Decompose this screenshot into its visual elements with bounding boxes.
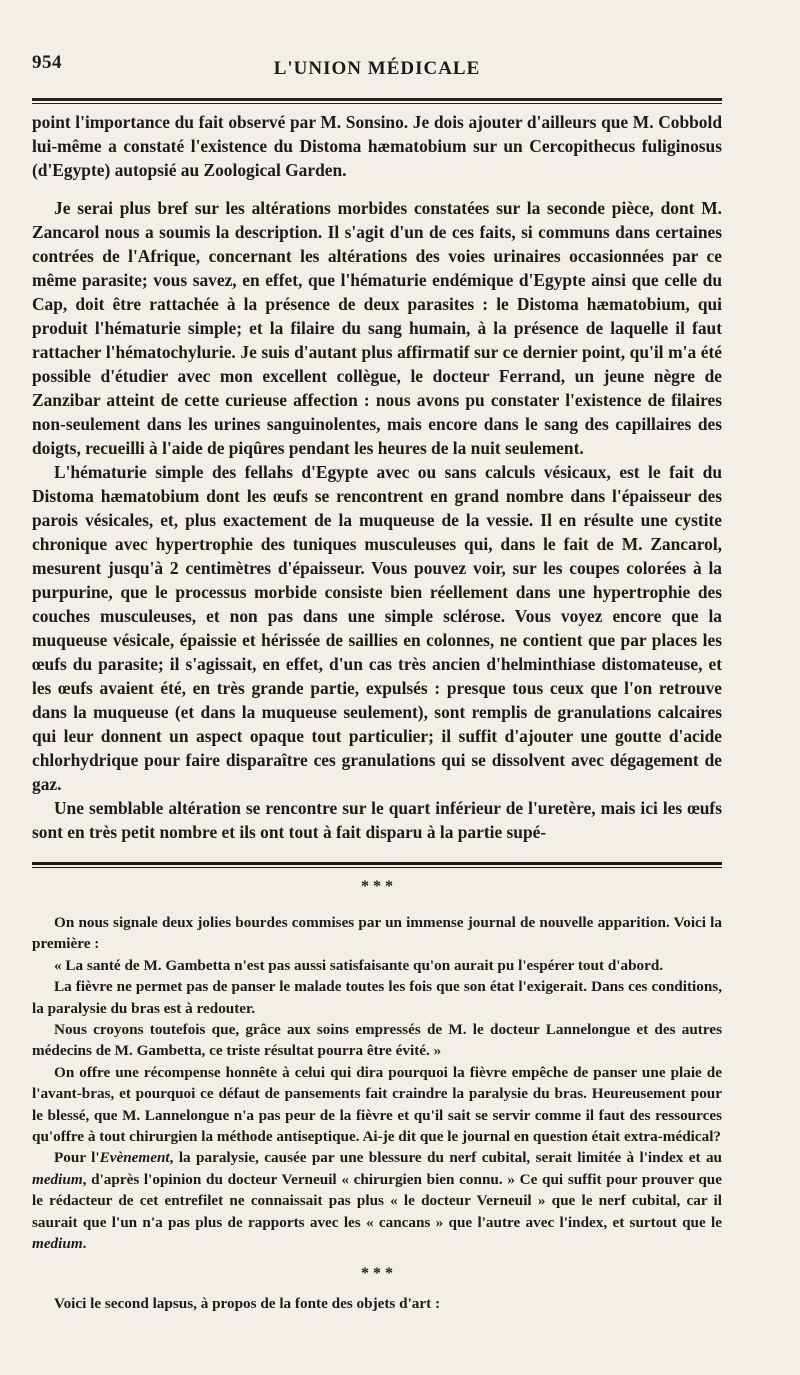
news-paragraph (32, 1147, 722, 1254)
news-section (32, 912, 722, 1255)
news-paragraph: « La santé de M. Gambetta n'est pas aussi satisfaisante qu'on aurait pu l'espérer tout d'abord. (54, 956, 664, 974)
news-paragraph: La fièvre ne permet pas de panser le malade toutes les fois que son état l'exigerait. Dans ces conditions, la paralysie du bras est à redouter. (32, 978, 722, 1017)
news-italic-run: medium (32, 1170, 83, 1188)
news-text-run: , la paralysie, causée par une blessure du nerf cubital, serait limitée à l'index et au (169, 1149, 722, 1167)
page-header (32, 52, 722, 84)
news-text-run: Pour l' (54, 1149, 100, 1167)
running-title: L'UNION MÉDICALE (273, 58, 481, 79)
asterism-glyph: * * * (361, 1264, 393, 1282)
news-italic-run: Evènement (99, 1149, 170, 1167)
article-paragraph: point l'importance du fait observé par M. Sonsino. Je dois ajouter d'ailleurs que M. Cobbold lui-même a constaté l'existence du Distoma hæmatobium sur un Cercopithecus fuliginosus (d'Egypte) autopsié au Zoological Garden. (32, 112, 722, 180)
page-number: 954 (32, 52, 62, 73)
news-section-continued (32, 1293, 722, 1314)
header-rule (32, 98, 722, 104)
news-text-run: . (82, 1235, 87, 1253)
article-body (32, 110, 722, 844)
asterism (32, 1264, 722, 1291)
section-rule (32, 862, 722, 868)
news-paragraph: Nous croyons toutefois que, grâce aux soins empressés de M. le docteur Lannelongue et des autres médecins de M. Gambetta, ce triste résultat pourra être évité. » (32, 1021, 722, 1060)
news-text-run: , d'après l'opinion du docteur Verneuil « chirurgien bien connu. » Ce qui suffit pour prouver que le rédacteur de cet entrefilet ne connaissait pas plus « le docteur Verneuil » que le nerf cubital, car il saurait que l'un n'a pas plus de rapports avec les « cancans » que l'autre avec l'index, et surtout que le (32, 1170, 722, 1231)
news-paragraph: On nous signale deux jolies bourdes commises par un immense journal de nouvelle apparition. Voici la première : (32, 914, 722, 953)
news-italic-run: medium (32, 1235, 83, 1253)
news-paragraph: Voici le second lapsus, à propos de la fonte des objets d'art : (54, 1294, 441, 1312)
article-paragraph: L'hématurie simple des fellahs d'Egypte avec ou sans calculs vésicaux, est le fait du Distoma hæmatobium dont les œufs se rencontrent en grand nombre dans l'épaisseur des parois vésicales, et, plus exactement de la muqueuse de la vessie. Il en résulte une cystite chronique avec hypertrophie des tuniques musculeuses qui, dans le fait de M. Zancarol, mesurent jusqu'à 2 centimètres d'épaisseur. Vous pouvez voir, sur les coupes colorées à la purpurine, que le processus morbide consiste bien réellement dans une hypertrophie des couches musculeuses, et non pas dans une simple sclérose. Vous voyez encore que la muqueuse vésicale, épaissie et hérissée de saillies en colonnes, ne contient que par places les œufs du parasite; il s'agissait, en effet, d'un cas très ancien d'helminthiase distomateuse, et les œufs avaient été, en très grande partie, expulsés : presque tous ceux que l'on retrouve dans la muqueuse (et dans la muqueuse seulement), sont remplis de granulations calcaires qui leur donnent un aspect opaque tout particulier; il suffit d'ajouter une goutte d'acide chlorhydrique pour faire disparaître ces granulations qui se dissolvent avec dégagement de gaz. (32, 462, 722, 794)
article-paragraph: Une semblable altération se rencontre sur le quart inférieur de l'uretère, mais ici les œufs sont en très petit nombre et ils ont tout à fait disparu à la partie supé- (32, 798, 722, 842)
asterism (32, 878, 722, 910)
article-paragraph: Je serai plus bref sur les altérations morbides constatées sur la seconde pièce, dont M. Zancarol nous a soumis la description. Il s'agit d'un de ces faits, si communs dans certaines contrées de l'Afrique, concernant les altérations des voies urinaires occasionnées par ce même parasite; vous savez, en effet, que l'hématurie endémique d'Egypte ainsi que celle du Cap, doit être rattachée à la présence de deux parasites : le Distoma hæmatobium, qui produit l'hématurie simple; et la filaire du sang humain, à la présence de laquelle il faut rattacher l'hématochylurie. Je suis d'autant plus affirmatif sur ce dernier point, qu'il m'a été possible d'étudier avec mon excellent collègue, le docteur Ferrand, un jeune nègre de Zanzibar atteint de cette curieuse affection : nous avons pu constater l'existence de filaires non-seulement dans les urines sanguinolentes, mais encore dans le sang des capillaires des doigts, recueilli à l'aide de piqûres pendant les heures de la nuit seulement. (32, 198, 722, 458)
page (32, 52, 722, 1314)
asterism-glyph: * * * (361, 878, 393, 895)
news-paragraph: On offre une récompense honnête à celui qui dira pourquoi la fièvre empêche de panser une plaie de l'avant-bras, et pourquoi ce défaut de pansements fait craindre la paralysie du bras. Heureusement pour le blessé, que M. Lannelongue n'a pas peur de la fièvre et qu'il sait se servir comme il faut des ressources qu'offre à tout chirurgien la méthode antiseptique. Ai-je dit que le journal en question était extra-médical? (32, 1063, 722, 1146)
